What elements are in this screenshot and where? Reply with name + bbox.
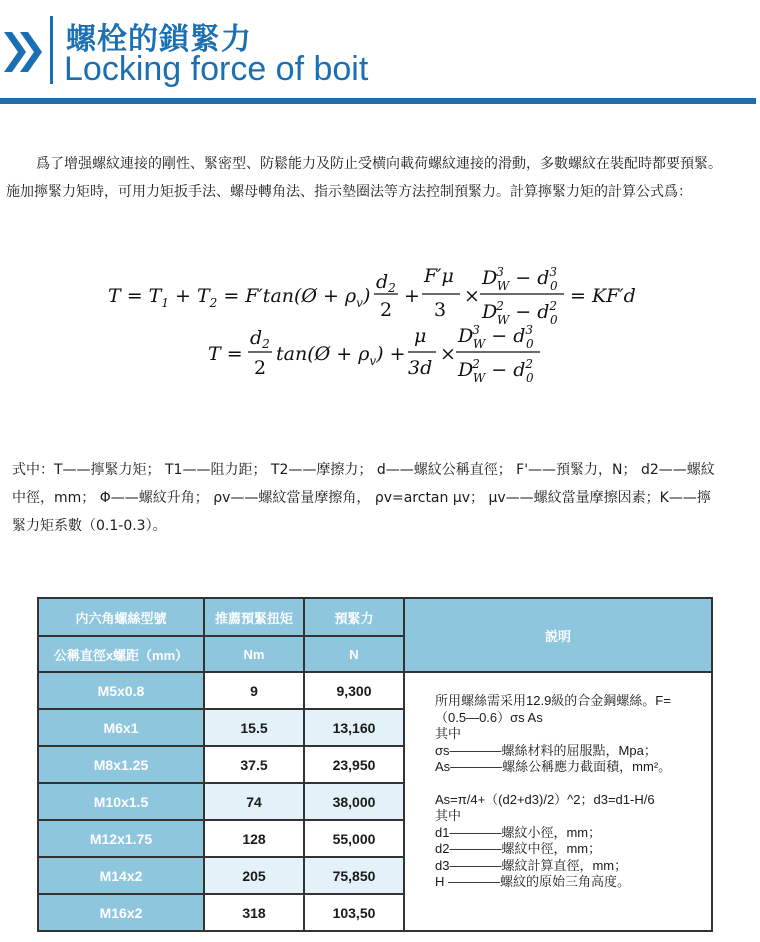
- title-english: Locking force of boit: [64, 50, 369, 88]
- note-line: d2————螺紋中徑，mm；: [435, 841, 602, 856]
- header-divider: [50, 16, 53, 84]
- row-torque: 74: [204, 783, 304, 820]
- svg-text:×: ×: [464, 285, 480, 307]
- note-cell: [404, 672, 712, 931]
- svg-text:F′μ: F′μ: [424, 265, 454, 287]
- row-preload: 75,850: [304, 857, 404, 894]
- note-line: 所用螺絲需采用12.9級的合金鋼螺絲。F=: [435, 693, 671, 708]
- row-torque: 205: [204, 857, 304, 894]
- note-line: As————螺絲公稱應力截面積，mm²。: [435, 759, 672, 774]
- title-chinese: 螺栓的鎖緊力: [66, 22, 252, 57]
- row-size: M6x1: [38, 709, 204, 746]
- row-preload: 13,160: [304, 709, 404, 746]
- intro-paragraph: [6, 150, 756, 206]
- header-torque: 推薦預緊扭矩: [204, 598, 304, 636]
- svg-text:T =: T =: [208, 343, 243, 365]
- svg-text:3: 3: [434, 299, 447, 321]
- svg-text:T = T1 + T2 = F′tan(Ø + ρv): $T = T_1 + T_2$ = F′tan(Ø + $\rho_v$): [108, 285, 371, 310]
- definitions-line-2: 中徑，mm； Φ——螺紋升角； ρv——螺紋當量摩擦角， ρv=arctan μv； μv——螺紋當量摩擦因素；K——擰: [12, 490, 711, 506]
- row-torque: 128: [204, 820, 304, 857]
- definitions-line-3: 緊力矩系數（0.1-0.3）。: [12, 518, 167, 534]
- double-chevron-icon: [2, 14, 46, 84]
- note-line: 其中: [435, 808, 462, 823]
- row-torque: 15.5: [204, 709, 304, 746]
- row-size: M5x0.8: [38, 672, 204, 709]
- svg-text:= KF′d: = KF′d: [570, 285, 636, 307]
- header-preload: 預緊力: [304, 598, 404, 636]
- row-torque: 318: [204, 894, 304, 931]
- note-line: d1————螺紋小徑，mm；: [435, 824, 602, 840]
- row-torque: 9: [204, 672, 304, 709]
- bolt-torque-table: [37, 597, 713, 932]
- row-preload: 9,300: [304, 672, 404, 709]
- svg-text:D2W − d20: D2 $W - d^2$ 0: [482, 299, 558, 327]
- row-preload: 103,50: [304, 894, 404, 931]
- svg-text:2: 2: [254, 357, 267, 379]
- svg-text:μ: μ: [414, 325, 427, 347]
- intro-line-1: 爲了增强螺紋連接的剛性、緊密型、防鬆能力及防止受横向載荷螺紋連接的滑動，多數螺紋在裝配時都要預緊。: [36, 156, 722, 172]
- page-header: [0, 0, 760, 110]
- note-line: σs————螺絲材料的屈服點，Mpa；: [435, 742, 657, 758]
- row-size: M12x1.75: [38, 820, 204, 857]
- svg-text:D3W − d30: D3 $W - d^3$ 0: [482, 265, 558, 293]
- svg-text:d2: $d_2$: [250, 327, 270, 351]
- header-model-sub: 公稱直徑x螺距（mm）: [38, 636, 204, 672]
- note-line: （0.5—0.6）σs As: [435, 709, 543, 725]
- table-row: [38, 672, 712, 709]
- svg-text:2: 2: [380, 299, 393, 321]
- intro-line-2: 施加擰緊力矩時，可用力矩扳手法、螺母轉角法、指示墊圈法等方法控制預緊力。計算擰緊力矩的計算公式爲：: [6, 184, 692, 200]
- header-preload-unit: N: [304, 636, 404, 672]
- svg-text:tan(Ø + ρv) +: tan(Ø + $\rho_v$) +: [276, 343, 406, 368]
- note-line: H ————螺紋的原始三角高度。: [435, 874, 631, 889]
- header-torque-unit: Nm: [204, 636, 304, 672]
- definitions-line-1: 式中：T——擰緊力矩； T1——阻力距； T2——摩擦力； d——螺紋公稱直徑； F'——預緊力，N； d2——螺紋: [12, 462, 715, 478]
- note-line: d3————螺紋計算直徑，mm；: [435, 857, 628, 873]
- svg-text:d2: $d_2$: [376, 271, 396, 295]
- svg-text:×: ×: [440, 343, 456, 365]
- row-size: M8x1.25: [38, 746, 204, 783]
- row-torque: 37.5: [204, 746, 304, 783]
- row-preload: 23,950: [304, 746, 404, 783]
- svg-text:D3W − d30: D3 $W - d^3$ 0: [458, 323, 534, 351]
- formula-torque-full: [108, 262, 648, 328]
- svg-text:D2W − d20: D2 $W - d^2$ 0: [458, 357, 534, 385]
- note-line: As=π/4+（(d2+d3)/2）^2；d3=d1-H/6: [435, 791, 655, 807]
- row-size: M10x1.5: [38, 783, 204, 820]
- header-rule: [0, 98, 756, 104]
- row-size: M14x2: [38, 857, 204, 894]
- formula-torque-reduced: [208, 322, 548, 388]
- svg-text:3d: 3d: [408, 357, 433, 379]
- header-note: 説明: [404, 598, 712, 672]
- svg-text:+: +: [404, 285, 420, 307]
- note-line: 其中: [435, 726, 462, 741]
- row-size: M16x2: [38, 894, 204, 931]
- row-preload: 38,000: [304, 783, 404, 820]
- variable-definitions: [12, 456, 756, 540]
- row-preload: 55,000: [304, 820, 404, 857]
- header-model: 内六角螺絲型號: [38, 598, 204, 636]
- note-line: [435, 776, 703, 792]
